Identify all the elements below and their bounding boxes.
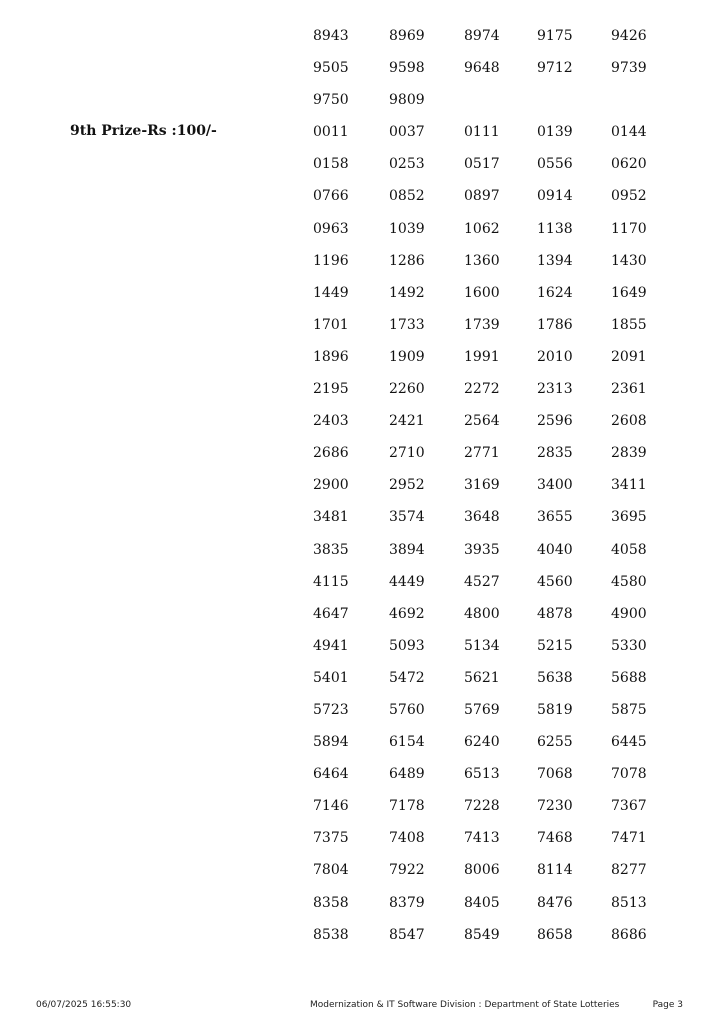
number-row [0,600,724,632]
ticket-number: 8277 [611,862,647,879]
ticket-number: 2272 [464,381,500,398]
ticket-number: 2195 [313,381,349,398]
ticket-number: 5330 [611,637,647,654]
ticket-number: 0139 [537,124,573,141]
number-row [0,375,724,407]
ticket-number: 8476 [537,894,573,911]
ticket-number: 3574 [389,509,425,526]
ticket-number: 8547 [389,926,425,943]
number-row [0,792,724,824]
ticket-number: 2835 [537,445,573,462]
number-row [0,568,724,600]
ticket-number: 2421 [389,413,425,430]
number-row [0,279,724,311]
ticket-number: 2361 [611,381,647,398]
ticket-number: 7375 [313,830,349,847]
ticket-number: 3400 [537,477,573,494]
ticket-number: 0011 [313,124,349,141]
ticket-number: 9809 [389,92,425,109]
ticket-number: 0963 [313,220,349,237]
ticket-number: 5819 [537,701,573,718]
ticket-number: 1701 [313,316,349,333]
ticket-number: 6445 [611,734,647,751]
ticket-number: 4878 [537,605,573,622]
ticket-number: 4560 [537,573,573,590]
ticket-number: 1430 [611,252,647,269]
number-row [0,118,724,150]
ticket-number: 8006 [464,862,500,879]
number-row [0,86,724,118]
ticket-number: 2596 [537,413,573,430]
ticket-number: 2710 [389,445,425,462]
ticket-number: 5621 [464,669,500,686]
results-grid [0,22,724,953]
ticket-number: 2686 [313,445,349,462]
ticket-number: 7413 [464,830,500,847]
ticket-number: 8969 [389,28,425,44]
ticket-number: 9739 [611,60,647,77]
ticket-number: 7068 [537,766,573,783]
ticket-number: 7230 [537,798,573,815]
ticket-number: 2091 [611,348,647,365]
ticket-number: 7367 [611,798,647,815]
number-row [0,215,724,247]
prize-label: 9th Prize-Rs :100/- [70,123,217,140]
ticket-number: 0897 [464,188,500,205]
ticket-number: 6489 [389,766,425,783]
ticket-number: 3655 [537,509,573,526]
ticket-number: 3169 [464,477,500,494]
ticket-number: 6255 [537,734,573,751]
ticket-number: 1733 [389,316,425,333]
number-row [0,728,724,760]
ticket-number: 5688 [611,669,647,686]
ticket-number: 4040 [537,541,573,558]
ticket-number: 1360 [464,252,500,269]
ticket-number: 5472 [389,669,425,686]
ticket-number: 5769 [464,701,500,718]
ticket-number: 0253 [389,156,425,173]
ticket-number: 5894 [313,734,349,751]
ticket-number: 9426 [611,28,647,44]
number-row [0,182,724,214]
ticket-number: 0517 [464,156,500,173]
ticket-number: 6240 [464,734,500,751]
ticket-number: 0914 [537,188,573,205]
number-row [0,471,724,503]
number-row [0,407,724,439]
ticket-number: 6464 [313,766,349,783]
ticket-number: 8379 [389,894,425,911]
ticket-number: 2839 [611,445,647,462]
ticket-number: 5093 [389,637,425,654]
ticket-number: 1909 [389,348,425,365]
ticket-number: 5760 [389,701,425,718]
ticket-number: 7922 [389,862,425,879]
number-row [0,889,724,921]
ticket-number: 4647 [313,605,349,622]
ticket-number: 3935 [464,541,500,558]
ticket-number: 8538 [313,926,349,943]
ticket-number: 0952 [611,188,647,205]
ticket-number: 1492 [389,284,425,301]
ticket-number: 5723 [313,701,349,718]
ticket-number: 0766 [313,188,349,205]
footer-datetime: 06/07/2025 16:55:30 [36,1000,132,1010]
ticket-number: 1170 [611,220,647,237]
ticket-number: 1039 [389,220,425,237]
ticket-number: 3481 [313,509,349,526]
ticket-number: 1449 [313,284,349,301]
ticket-number: 2608 [611,413,647,430]
number-row [0,150,724,182]
ticket-number: 1138 [537,220,573,237]
ticket-number: 5401 [313,669,349,686]
number-row [0,760,724,792]
number-row [0,247,724,279]
ticket-number: 5875 [611,701,647,718]
footer-page-number: Page 3 [652,1000,683,1010]
ticket-number: 2900 [313,477,349,494]
ticket-number: 3648 [464,509,500,526]
ticket-number: 2260 [389,381,425,398]
ticket-number: 0158 [313,156,349,173]
ticket-number: 8358 [313,894,349,911]
ticket-number: 2564 [464,413,500,430]
ticket-number: 8686 [611,926,647,943]
ticket-number: 9750 [313,92,349,109]
number-row [0,54,724,86]
number-row [0,503,724,535]
number-row [0,921,724,953]
number-row [0,856,724,888]
ticket-number: 1896 [313,348,349,365]
number-row [0,536,724,568]
number-row [0,632,724,664]
ticket-number: 4449 [389,573,425,590]
page-footer [0,1000,724,1014]
ticket-number: 5134 [464,637,500,654]
ticket-number: 4800 [464,605,500,622]
ticket-number: 0852 [389,188,425,205]
ticket-number: 9505 [313,60,349,77]
number-row [0,664,724,696]
ticket-number: 4900 [611,605,647,622]
ticket-number: 7078 [611,766,647,783]
ticket-number: 7804 [313,862,349,879]
ticket-number: 0556 [537,156,573,173]
ticket-number: 5638 [537,669,573,686]
ticket-number: 1855 [611,316,647,333]
ticket-number: 0037 [389,124,425,141]
ticket-number: 7228 [464,798,500,815]
ticket-number: 1786 [537,316,573,333]
ticket-number: 2403 [313,413,349,430]
ticket-number: 4692 [389,605,425,622]
ticket-number: 2771 [464,445,500,462]
ticket-number: 1991 [464,348,500,365]
number-row [0,22,724,54]
ticket-number: 1624 [537,284,573,301]
ticket-number: 8943 [313,28,349,44]
ticket-number: 8549 [464,926,500,943]
ticket-number: 7408 [389,830,425,847]
ticket-number: 2010 [537,348,573,365]
ticket-number: 3411 [611,477,647,494]
ticket-number: 2952 [389,477,425,494]
ticket-number: 4058 [611,541,647,558]
ticket-number: 2313 [537,381,573,398]
ticket-number: 7468 [537,830,573,847]
ticket-number: 6513 [464,766,500,783]
ticket-number: 6154 [389,734,425,751]
ticket-number: 3695 [611,509,647,526]
number-row [0,343,724,375]
ticket-number: 9598 [389,60,425,77]
ticket-number: 3894 [389,541,425,558]
number-row [0,824,724,856]
ticket-number: 4115 [313,573,349,590]
ticket-number: 8658 [537,926,573,943]
ticket-number: 9175 [537,28,573,44]
number-row [0,439,724,471]
ticket-number: 4580 [611,573,647,590]
number-row [0,696,724,728]
ticket-number: 1739 [464,316,500,333]
ticket-number: 0620 [611,156,647,173]
ticket-number: 3835 [313,541,349,558]
ticket-number: 7146 [313,798,349,815]
ticket-number: 8405 [464,894,500,911]
ticket-number: 7471 [611,830,647,847]
ticket-number: 8513 [611,894,647,911]
ticket-number: 1649 [611,284,647,301]
ticket-number: 0111 [464,124,500,141]
ticket-number: 0144 [611,124,647,141]
number-row [0,311,724,343]
ticket-number: 4527 [464,573,500,590]
ticket-number: 8974 [464,28,500,44]
ticket-number: 7178 [389,798,425,815]
footer-department: Modernization & IT Software Division : Department of State Lotteries [310,1000,620,1010]
ticket-number: 1394 [537,252,573,269]
ticket-number: 1062 [464,220,500,237]
ticket-number: 9648 [464,60,500,77]
ticket-number: 1196 [313,252,349,269]
ticket-number: 1286 [389,252,425,269]
ticket-number: 9712 [537,60,573,77]
ticket-number: 5215 [537,637,573,654]
ticket-number: 4941 [313,637,349,654]
ticket-number: 8114 [537,862,573,879]
ticket-number: 1600 [464,284,500,301]
